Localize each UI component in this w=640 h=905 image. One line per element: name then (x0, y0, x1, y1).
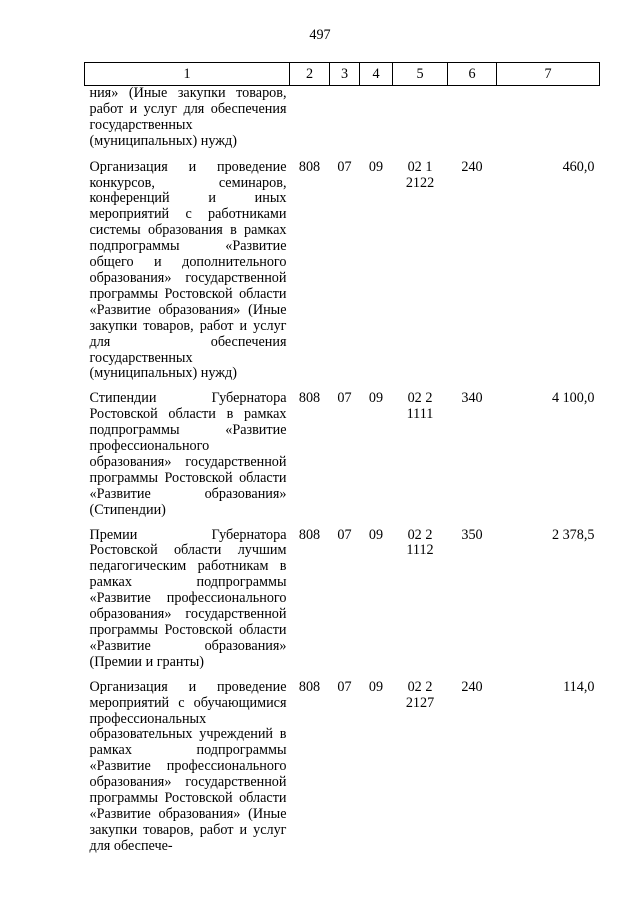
row-code-6: 240 (461, 678, 483, 695)
table-row (85, 680, 600, 864)
row-code-2: 808 (298, 678, 321, 695)
row-code-5: 02 2 2127 (405, 678, 435, 711)
row-code-4: 09 (368, 678, 384, 695)
row-description: Стипендии Губернатора Ростовской области в рамках подпрограммы «Развитие профессионального образования» государственной программы Ростовской области «Развитие образования» (Стипендии) (89, 390, 287, 518)
row-code-3: 07 (337, 678, 352, 695)
table-row (85, 391, 600, 527)
row-amount: 460,0 (562, 158, 595, 175)
row-code-5: 02 1 2122 (405, 158, 435, 191)
row-amount (497, 86, 600, 160)
row-code-6: 240 (461, 158, 483, 175)
table-row (85, 86, 600, 160)
header-col-1: 1 (85, 63, 290, 86)
row-code-6: 350 (461, 526, 483, 543)
header-col-5: 5 (393, 63, 448, 86)
header-col-2: 2 (290, 63, 330, 86)
page-number: 497 (309, 27, 331, 43)
row-code-4 (360, 86, 393, 160)
row-code-2 (290, 86, 330, 160)
row-code-4: 09 (368, 158, 384, 175)
row-code-5 (393, 86, 448, 160)
row-code-2: 808 (298, 390, 321, 407)
header-row (85, 63, 600, 86)
row-amount: 4 100,0 (551, 390, 595, 407)
row-amount: 114,0 (563, 678, 595, 695)
row-description: Организация и проведение конкурсов, семинаров, конференций и иных мероприятий с работниками системы образования в рамках подпрограммы «Развитие общего и дополнительного образования» государственной программы Ростовской области «Развитие образования» (Иные закупки товаров, работ и услуг для обеспечения государственных (муниципальных) нужд) (89, 158, 287, 382)
budget-table (84, 62, 600, 864)
row-code-2: 808 (298, 158, 321, 175)
row-amount: 2 378,5 (551, 526, 595, 543)
row-code-6 (448, 86, 497, 160)
row-description: Организация и проведение мероприятий с обучающимися профессиональных образовательных учреждений в рамках подпрограммы «Развитие профессионального образования» государственной программы Ростовской области «Развитие образования» (Иные закупки товаров, работ и услуг для обеспече- (89, 678, 287, 854)
row-code-4: 09 (368, 526, 384, 543)
row-code-3: 07 (337, 390, 352, 407)
row-description: Премии Губернатора Ростовской области лучшим педагогическим работникам в рамках подпрограммы «Развитие профессионального образования» государственной программы Ростовской области «Развитие образования» (Премии и гранты) (89, 526, 287, 670)
table-row (85, 160, 600, 392)
row-code-3 (330, 86, 360, 160)
header-col-7: 7 (497, 63, 600, 86)
row-code-5: 02 2 1112 (406, 526, 434, 559)
row-code-3: 07 (337, 526, 352, 543)
row-code-5: 02 2 1111 (406, 390, 434, 423)
header-col-4: 4 (360, 63, 393, 86)
header-col-3: 3 (330, 63, 360, 86)
row-description: ния» (Иные закупки товаров, работ и услуг для обеспечения государственных (муниципальных) нужд) (89, 85, 287, 149)
row-code-2: 808 (298, 526, 321, 543)
row-code-6: 340 (461, 390, 483, 407)
header-col-6: 6 (448, 63, 497, 86)
table-row (85, 528, 600, 680)
row-code-3: 07 (337, 158, 352, 175)
row-code-4: 09 (368, 390, 384, 407)
